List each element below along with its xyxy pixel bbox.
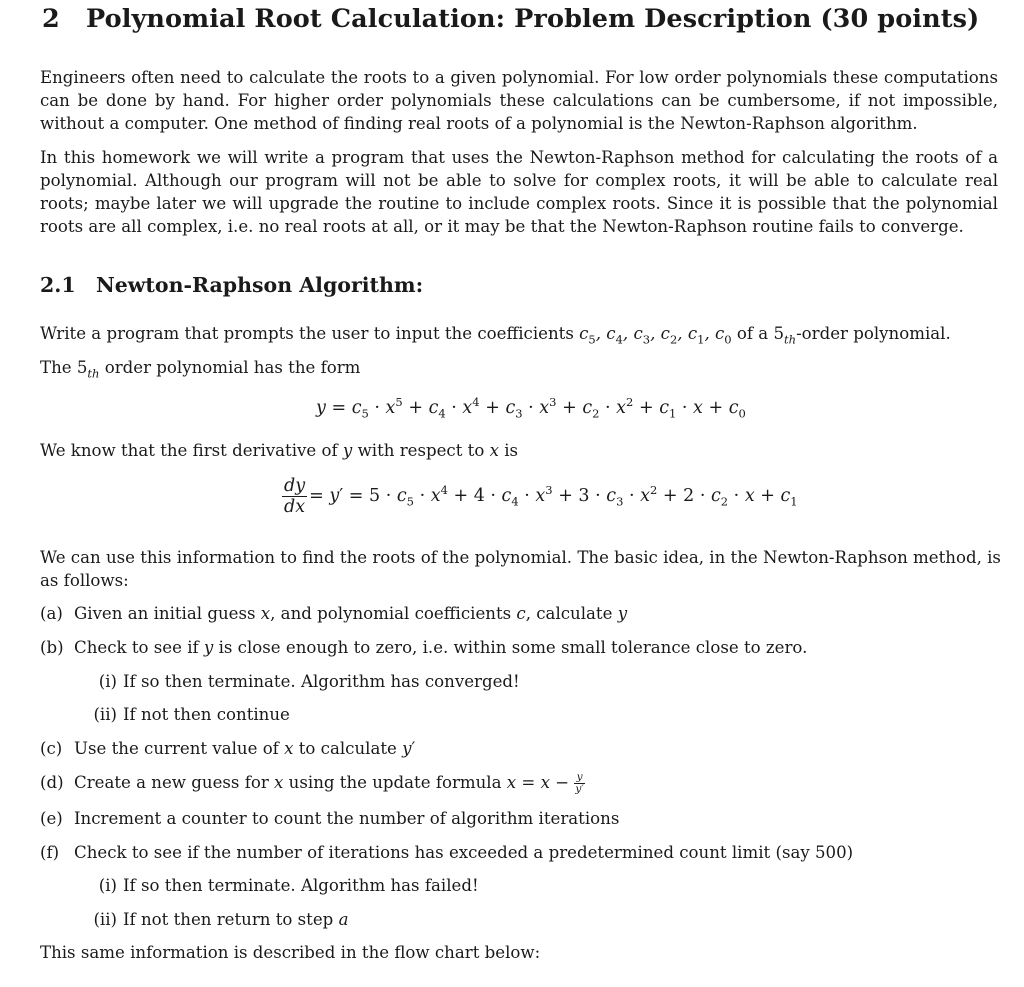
step-f-i: (i) If so then terminate. Algorithm has failed! xyxy=(98,876,479,895)
step-a: (a) Given an initial guess x, and polynomial coefficients c, calculate y xyxy=(40,604,628,623)
intro-paragraph-2: In this homework we will write a program that uses the Newton-Raphson method for calculating the roots of a polynomial. Although our program will not be able to solve for complex roots, it will be able to calculate real roots; maybe later we will upgrade the routine to include complex roots. Since it is possible that the polynomial roots are all complex, i.e. no real roots at all, or it may be that the Newton-Raphson routine fails to converge. xyxy=(40,148,998,236)
section-number: 2 xyxy=(42,4,60,34)
derivative-equation: $\frac{dy}{dx}$ = $y' = 5 \cdot c_5 \cdot x^4 + 4 \cdot c_4 \cdot x^3 + 3 \cdot c_3 \cdot x^2 + 2 \cdot c_2 \cdot x + c_1$ xyxy=(284,476,798,517)
derivative-sentence: We know that the first derivative of y with respect to x is xyxy=(40,441,519,460)
step-e: (e) Increment a counter to count the number of algorithm iterations xyxy=(40,809,620,828)
section-title-text: Polynomial Root Calculation: Problem Description (30 points) xyxy=(86,4,980,34)
step-f-ii: (ii) If not then return to step a xyxy=(93,910,349,929)
prompt-sentence: Write a program that prompts the user to input the coefficients $c_5$, $c_4$, $c_3$, $c_2$, $c_1$, $c_0$ of a $5_{th}$-order polynomial. xyxy=(40,324,951,347)
method-line-1: We can use this information to find the roots of the polynomial. The basic idea, in the Newton-Raphson method, is xyxy=(40,548,1001,567)
step-b-ii: (ii) If not then continue xyxy=(93,705,290,724)
section-heading xyxy=(42,4,979,34)
step-d: (d) Create a new guess for x using the update formula x = x − $\frac{y}{y'}$ xyxy=(40,771,584,795)
subsection-title-text: Newton-Raphson Algorithm: xyxy=(96,273,424,297)
subsection-number: 2.1 xyxy=(40,273,76,297)
form-sentence: The $5_{th}$ order polynomial has the form xyxy=(40,358,361,381)
method-line-2: as follows: xyxy=(40,571,129,590)
subsection-heading xyxy=(40,273,423,297)
step-f: (f) Check to see if the number of iterations has exceeded a predetermined count limit (say 500) xyxy=(40,843,854,862)
intro-paragraph-1: Engineers often need to calculate the roots to a given polynomial. For low order polynomials these computations can be done by hand. For higher order polynomials these calculations can be cumbersome, if not impossible, without a computer. One method of finding real roots of a polynomial is the Newton-Raphson algorithm. xyxy=(40,68,998,133)
dy-dx-fraction: $\frac{dy}{dx}$ xyxy=(284,476,306,517)
polynomial-equation: $y = c_5 \cdot x^5 + c_4 \cdot x^4 + c_3 \cdot x^3 + c_2 \cdot x^2 + c_1 \cdot x + c_0$ xyxy=(316,395,746,421)
step-b: (b) Check to see if y is close enough to zero, i.e. within some small tolerance close to zero. xyxy=(40,638,808,657)
update-fraction: $\frac{y}{y'}$ xyxy=(575,771,584,795)
step-b-i: (i) If so then terminate. Algorithm has converged! xyxy=(98,672,520,691)
flow-chart-intro: This same information is described in the flow chart below: xyxy=(40,943,541,962)
step-c: (c) Use the current value of x to calculate y′ xyxy=(40,739,416,758)
coefficient-list: $c_5$, $c_4$, $c_3$, $c_2$, $c_1$, $c_0$ xyxy=(579,324,732,347)
